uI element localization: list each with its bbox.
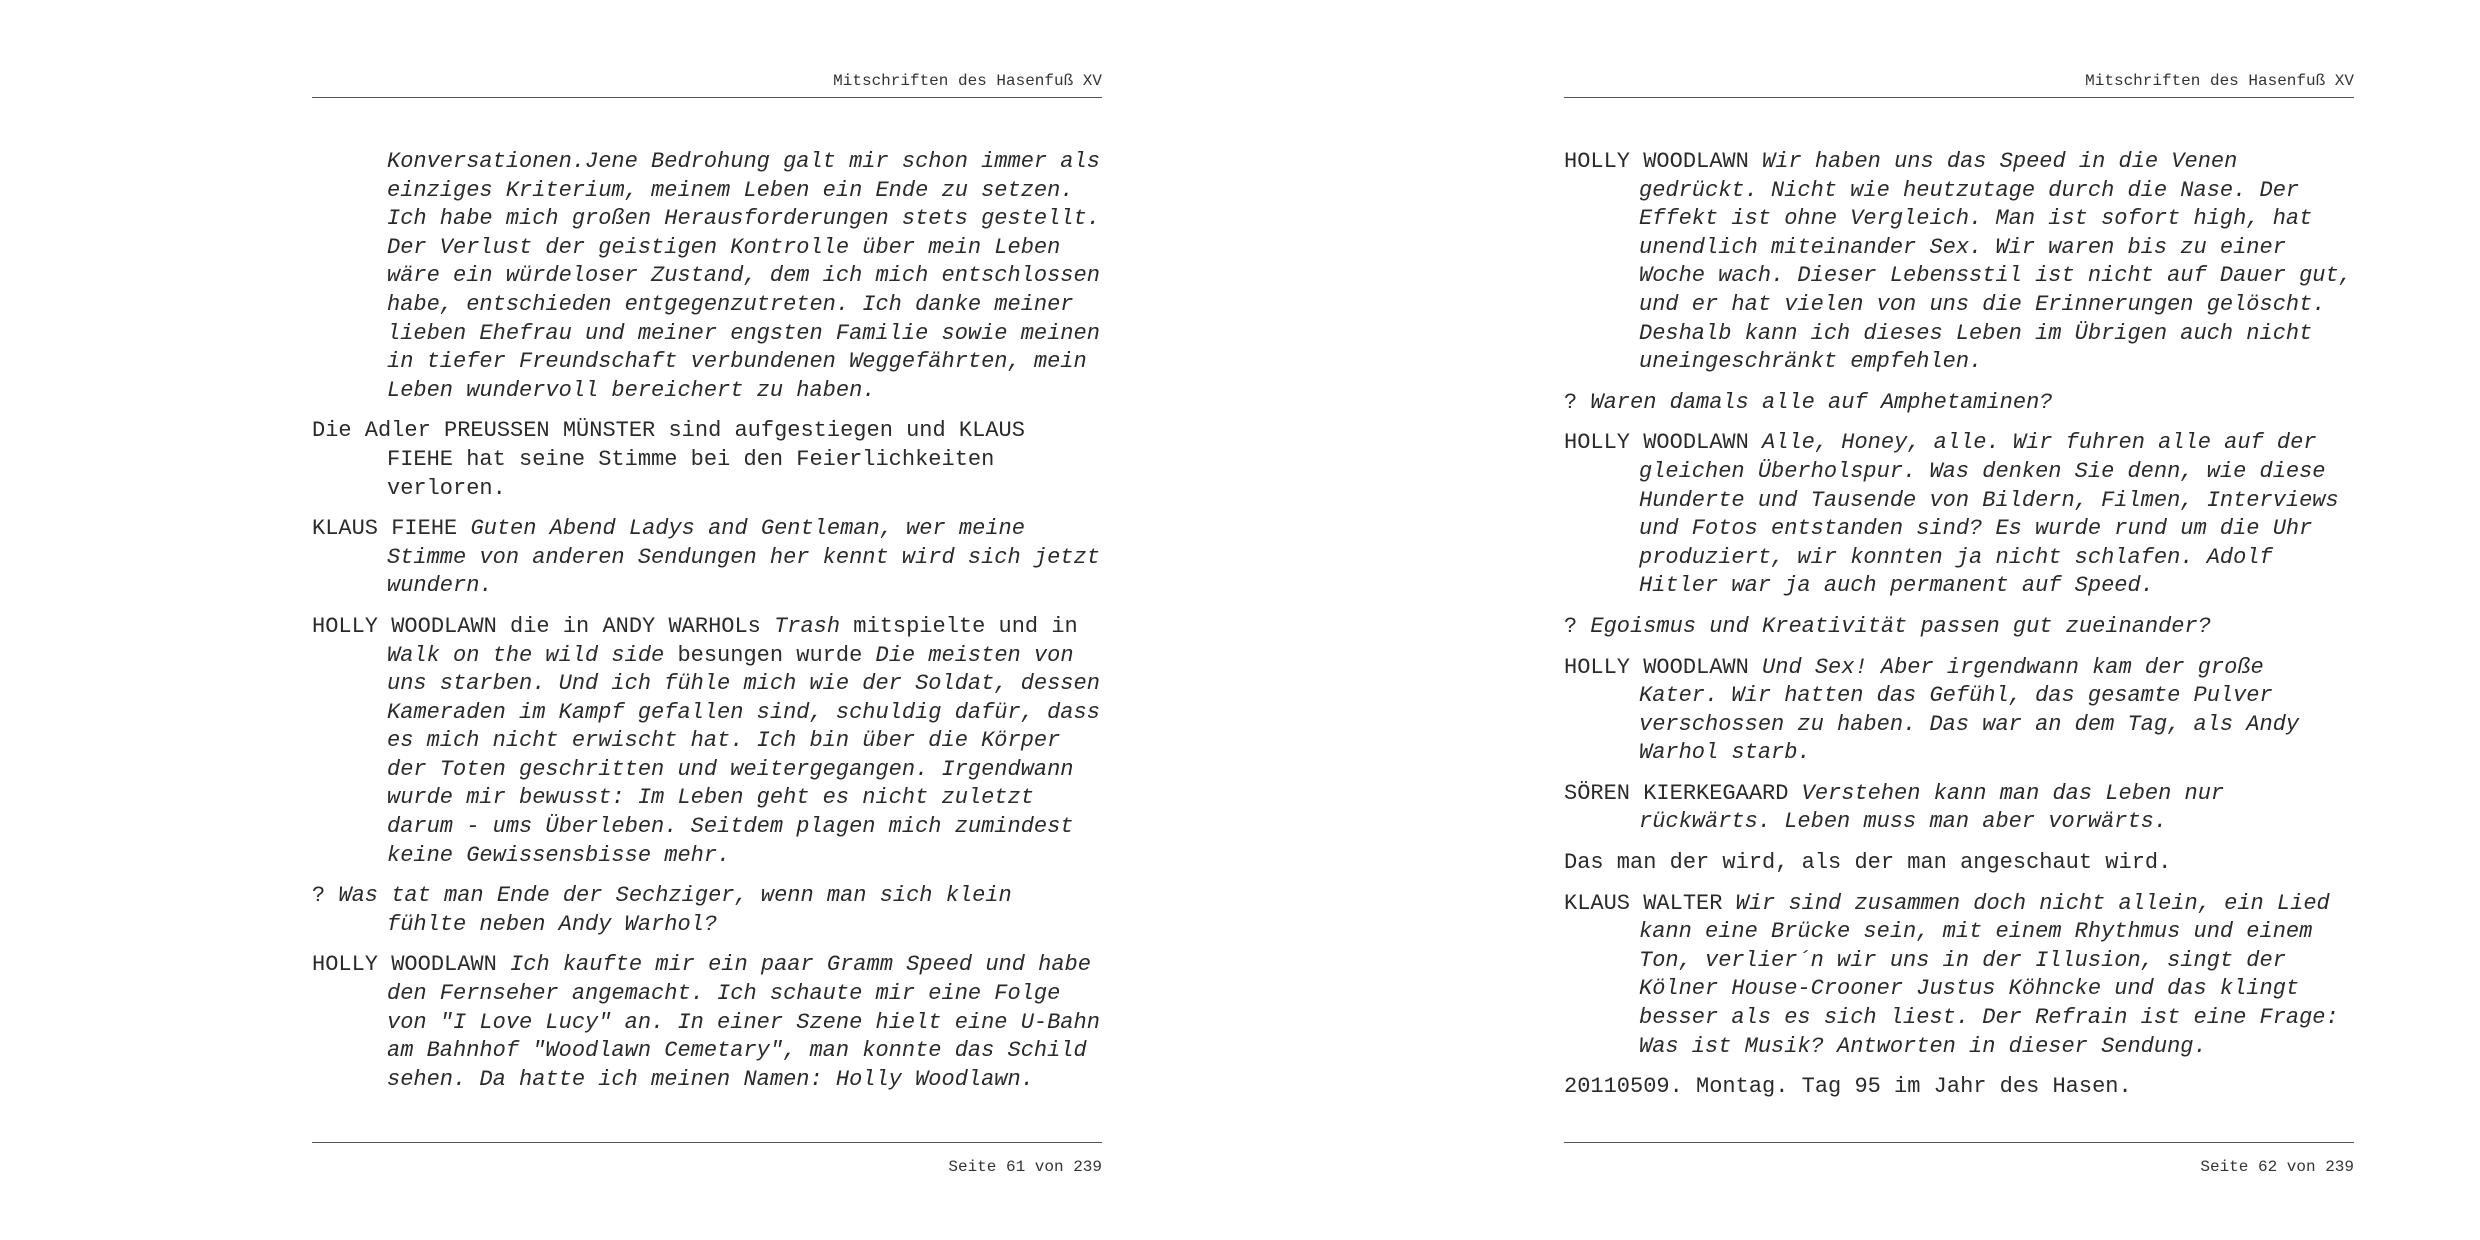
date-line: 20110509. Montag. Tag 95 im Jahr des Hasen. bbox=[1564, 1074, 2132, 1100]
question-mark: ? bbox=[1564, 389, 1578, 415]
quote-text: Verstehen kann man das Leben nur rückwärts. Leben muss man aber vorwärts. bbox=[1639, 780, 2225, 835]
intro-text: besungen wurde bbox=[677, 642, 863, 668]
question-text: Waren damals alle auf Amphetaminen? bbox=[1590, 389, 2053, 415]
header-rule bbox=[1564, 97, 2354, 98]
paragraph bbox=[1564, 613, 2354, 642]
speaker: HOLLY WOODLAWN bbox=[1564, 654, 1749, 680]
paragraph: Die Adler PREUSSEN MÜNSTER sind aufgestiegen und KLAUS FIEHE hat seine Stimme bei den Feierlichkeiten verloren. bbox=[312, 418, 1025, 501]
question-mark: ? bbox=[1564, 613, 1578, 639]
paragraph bbox=[1564, 148, 2354, 377]
speaker: KLAUS FIEHE bbox=[312, 516, 458, 542]
paragraph bbox=[1564, 780, 2354, 837]
page-body bbox=[312, 148, 1102, 1106]
quote-text: Konversationen.Jene Bedrohung galt mir schon immer als einziges Kriterium, meinem Leben ein Ende zu setzen. Ich habe mich großen Herausforderungen stets gestellt. Der Verlust der geistigen Kontrolle über mein Leben wäre ein würdeloser Zustand, dem ich mich entschlossen habe, entschieden entgegenzutreten. Ich danke meiner lieben Ehefrau und meiner engsten Familie sowie meinen in tiefer Freundschaft verbundenen Weggefährten, mein Leben wundervoll bereichert zu haben. bbox=[387, 149, 1100, 403]
page-header: Mitschriften des Hasenfuß XV bbox=[2085, 72, 2354, 90]
paragraph: Das man der wird, als der man angeschaut wird. bbox=[1564, 850, 2172, 876]
quote-text: Die meisten von uns starben. Und ich fühle mich wie der Soldat, dessen Kameraden im Kampf gefallen sind, schuldig dafür, dass es mich nicht erwischt hat. Ich bin über die Körper der Toten geschritten und weitergegangen. Irgendwann wurde mir bewusst: Im Leben geht es nicht zuletzt darum - ums Überleben. Seitdem plagen mich zumindest keine Gewissensbisse mehr. bbox=[387, 642, 1100, 868]
speaker: HOLLY WOODLAWN bbox=[312, 952, 497, 978]
quote-text: Guten Abend Ladys and Gentleman, wer meine Stimme von anderen Sendungen her kennt wird sich jetzt wundern. bbox=[387, 516, 1100, 599]
paragraph bbox=[312, 148, 1102, 405]
paragraph bbox=[312, 951, 1102, 1094]
quote-text: Ich kaufte mir ein paar Gramm Speed und habe den Fernseher angemacht. Ich schaute mir eine Folge von "I Love Lucy" an. In einer Szene hielt eine U-Bahn am Bahnhof "Woodlawn Cemetary", man konnte das Schild sehen. Da hatte ich meinen Namen: Holly Woodlawn. bbox=[387, 952, 1100, 1092]
speaker: SÖREN KIERKEGAARD bbox=[1564, 780, 1789, 806]
speaker: HOLLY WOODLAWN bbox=[1564, 149, 1749, 174]
paragraph bbox=[1564, 890, 2354, 1062]
film-title: Trash bbox=[774, 613, 841, 639]
speaker: HOLLY WOODLAWN bbox=[1564, 430, 1749, 456]
paragraph bbox=[312, 515, 1102, 601]
header-rule bbox=[312, 97, 1102, 98]
paragraph bbox=[1564, 429, 2354, 601]
quote-text: Und Sex! Aber irgendwann kam der große Kater. Wir hatten das Gefühl, das gesamte Pulver verschossen zu haben. Das war an dem Tag, als Andy Warhol starb. bbox=[1639, 654, 2300, 766]
paragraph bbox=[312, 613, 1102, 870]
page-number: Seite 62 von 239 bbox=[2200, 1158, 2354, 1176]
question-text: Was tat man Ende der Sechziger, wenn man sich klein fühlte neben Andy Warhol? bbox=[338, 883, 1012, 937]
speaker-intro: HOLLY WOODLAWN die in ANDY WARHOLs bbox=[312, 613, 761, 639]
page-header: Mitschriften des Hasenfuß XV bbox=[833, 72, 1102, 90]
footer-rule bbox=[1564, 1142, 2354, 1143]
paragraph bbox=[1564, 389, 2354, 418]
left-page bbox=[312, 0, 1102, 1240]
quote-text: Wir haben uns das Speed in die Venen gedrückt. Nicht wie heutzutage durch die Nase. Der Effekt ist ohne Vergleich. Man ist sofort high, hat unendlich miteinander Sex. Wir waren bis zu einer Woche wach. Dieser Lebensstil ist nicht auf Dauer gut, und er hat vielen von uns die Erinnerungen gelöscht. Deshalb kann ich dieses Leben im Übrigen auch nicht uneingeschränkt empfehlen. bbox=[1639, 149, 2352, 375]
footer-rule bbox=[312, 1142, 1102, 1143]
paragraph bbox=[312, 882, 1102, 939]
paragraph bbox=[1564, 654, 2354, 768]
quote-text: Alle, Honey, alle. Wir fuhren alle auf der gleichen Überholspur. Was denken Sie denn, wie diese Hunderte und Tausende von Bildern, Filmen, Interviews und Fotos entstanden sind? Es wurde rund um die Uhr produziert, wir konnten ja nicht schlafen. Adolf Hitler war ja auch permanent auf Speed. bbox=[1639, 430, 2339, 599]
page-number: Seite 61 von 239 bbox=[948, 1158, 1102, 1176]
song-title: Walk on the wild side bbox=[387, 642, 665, 668]
page-body bbox=[1564, 148, 2354, 1114]
speaker: KLAUS WALTER bbox=[1564, 890, 1723, 916]
question-text: Egoismus und Kreativität passen gut zueinander? bbox=[1590, 613, 2211, 639]
quote-text: Wir sind zusammen doch nicht allein, ein Lied kann eine Brücke sein, mit einem Rhythmus und einem Ton, verlier´n wir uns in der Illusion, singt der Kölner House-Crooner Justus Köhncke und das klingt besser als es sich liest. Der Refrain ist eine Frage: Was ist Musik? Antworten in dieser Sendung. bbox=[1639, 890, 2339, 1059]
intro-text: mitspielte und in bbox=[853, 613, 1078, 639]
question-mark: ? bbox=[312, 883, 326, 909]
right-page bbox=[1564, 0, 2354, 1240]
